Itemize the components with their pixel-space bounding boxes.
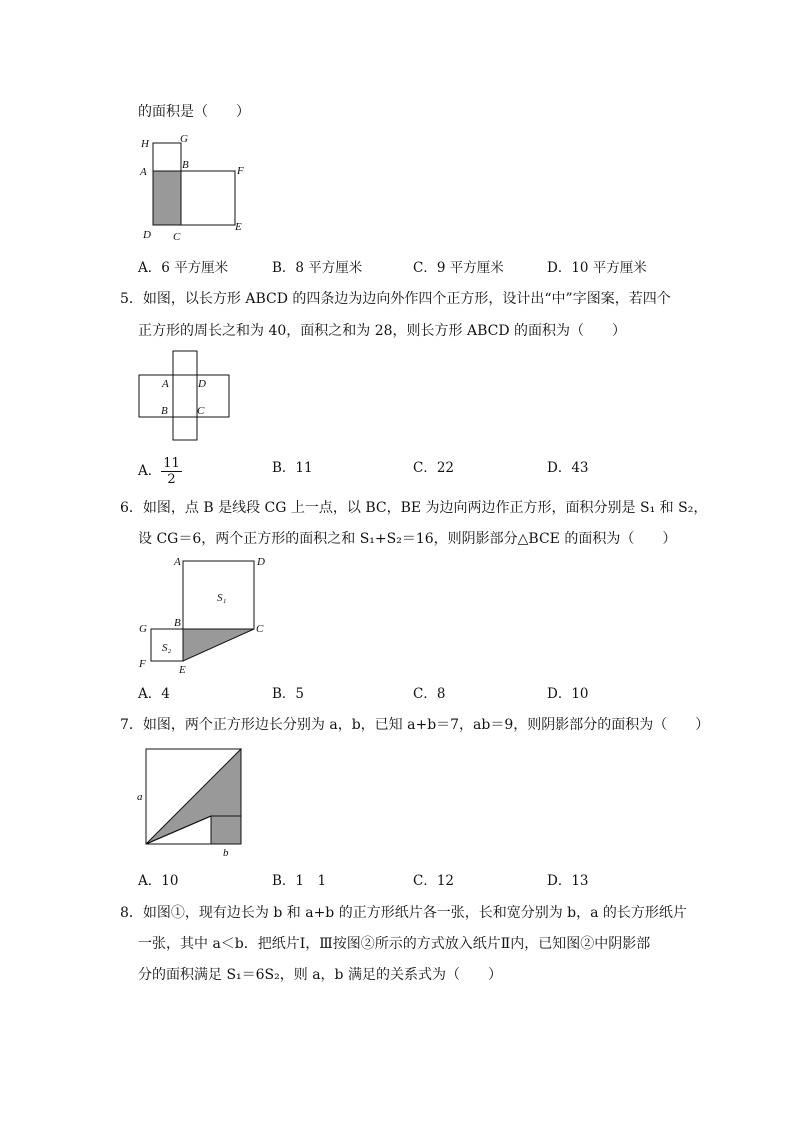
q5-option-c[interactable]: C．22 — [413, 460, 455, 476]
q6-option-b[interactable]: B．5 — [272, 686, 305, 702]
q4-label-e: E — [235, 221, 242, 233]
q8-question-line3: 分的面积满足 S₁＝6S₂，则 a，b 满足的关系式为（ ） — [138, 967, 502, 983]
q6-question-line2: 设 CG＝6，两个正方形的面积之和 S₁+S₂＝16，则阴影部分△BCE 的面积为（ ） — [138, 531, 677, 547]
q5-option-a[interactable] — [138, 454, 182, 488]
q4-option-b[interactable]: B．8 平方厘米 — [272, 260, 363, 276]
q5-label-c: C — [197, 405, 205, 417]
q6-shaded-triangle-bce — [183, 629, 254, 661]
q5-question-line1: 5．如图，以长方形 ABCD 的四条边为边向外作四个正方形，设计出“中”字图案，若四个 — [120, 291, 671, 307]
q6-question-line1: 6．如图，点 B 是线段 CG 上一点，以 BC，BE 为边向两边作正方形，面积分别是 S₁ 和 S₂， — [120, 500, 708, 516]
q4-square-hg — [153, 143, 181, 171]
q6-label-s2: S₂ — [162, 642, 172, 654]
q5-top-square — [173, 351, 197, 375]
q7-small-square — [211, 816, 241, 844]
q6-label-e: E — [179, 664, 186, 676]
q4-label-h: H — [141, 138, 149, 150]
q5-option-b[interactable]: B．11 — [272, 460, 313, 476]
q7-figure — [130, 742, 255, 864]
q7-option-b[interactable]: B．1 1 — [272, 873, 327, 889]
q5-option-a-fraction — [161, 456, 182, 487]
q6-label-g: G — [139, 623, 147, 635]
q6-label-f: F — [139, 658, 146, 670]
q5-option-a-prefix: A． — [138, 463, 162, 479]
q5-bottom-square — [173, 417, 197, 440]
q7-option-a[interactable]: A．10 — [138, 873, 179, 889]
q5-label-a: A — [162, 378, 169, 390]
q5-rectangle-abcd — [173, 375, 197, 417]
q7-question-line1: 7．如图，两个正方形边长分别为 a，b，已知 a+b＝7，ab＝9，则阴影部分的面积为（ ） — [120, 717, 710, 733]
q8-question-line2: 一张，其中 a＜b．把纸片Ⅰ，Ⅲ按图②所示的方式放入纸片Ⅱ内，已知图②中阴影部 — [138, 936, 651, 952]
q4-option-d[interactable]: D．10 平方厘米 — [547, 260, 647, 276]
q6-label-b: B — [174, 617, 181, 629]
q5-label-b: B — [161, 405, 168, 417]
q7-label-a: a — [137, 791, 143, 803]
q4-square-bf — [181, 171, 235, 225]
q7-option-d[interactable]: D．13 — [547, 873, 589, 889]
q6-label-s1: S₁ — [217, 592, 227, 604]
q5-question-line2: 正方形的周长之和为 40，面积之和为 28，则长方形 ABCD 的面积为（ ） — [138, 323, 627, 339]
q4-question-tail: 的面积是（ ） — [138, 104, 250, 120]
q6-option-a[interactable]: A．4 — [138, 686, 170, 702]
q8-question-line1: 8．如图①，现有边长为 b 和 a+b 的正方形纸片各一张，长和宽分别为 b，a 的长方形纸片 — [120, 905, 687, 921]
q4-label-a: A — [140, 166, 147, 178]
q4-label-c: C — [173, 231, 181, 243]
q5-option-d[interactable]: D．43 — [547, 460, 589, 476]
q4-label-b: B — [182, 159, 189, 171]
q4-option-c[interactable]: C．9 平方厘米 — [413, 260, 504, 276]
q6-option-c[interactable]: C．8 — [413, 686, 446, 702]
q6-label-d: D — [257, 556, 265, 568]
q4-option-a[interactable]: A．6 平方厘米 — [138, 260, 229, 276]
q4-shaded-rect — [153, 171, 181, 225]
q6-option-d[interactable]: D．10 — [547, 686, 589, 702]
q7-option-c[interactable]: C．12 — [413, 873, 455, 889]
q4-label-f: F — [237, 165, 244, 177]
q4-label-g: G — [180, 133, 188, 145]
q4-label-d: D — [143, 229, 151, 241]
q5-option-a-numerator: 11 — [163, 456, 180, 471]
q5-label-d: D — [198, 378, 206, 390]
q6-figure — [130, 550, 275, 680]
q4-figure — [130, 128, 260, 248]
q7-label-b: b — [223, 847, 229, 859]
q6-label-c: C — [256, 623, 264, 635]
q5-option-a-denominator: 2 — [167, 472, 176, 487]
q6-label-a: A — [174, 556, 181, 568]
q5-figure — [130, 345, 240, 445]
